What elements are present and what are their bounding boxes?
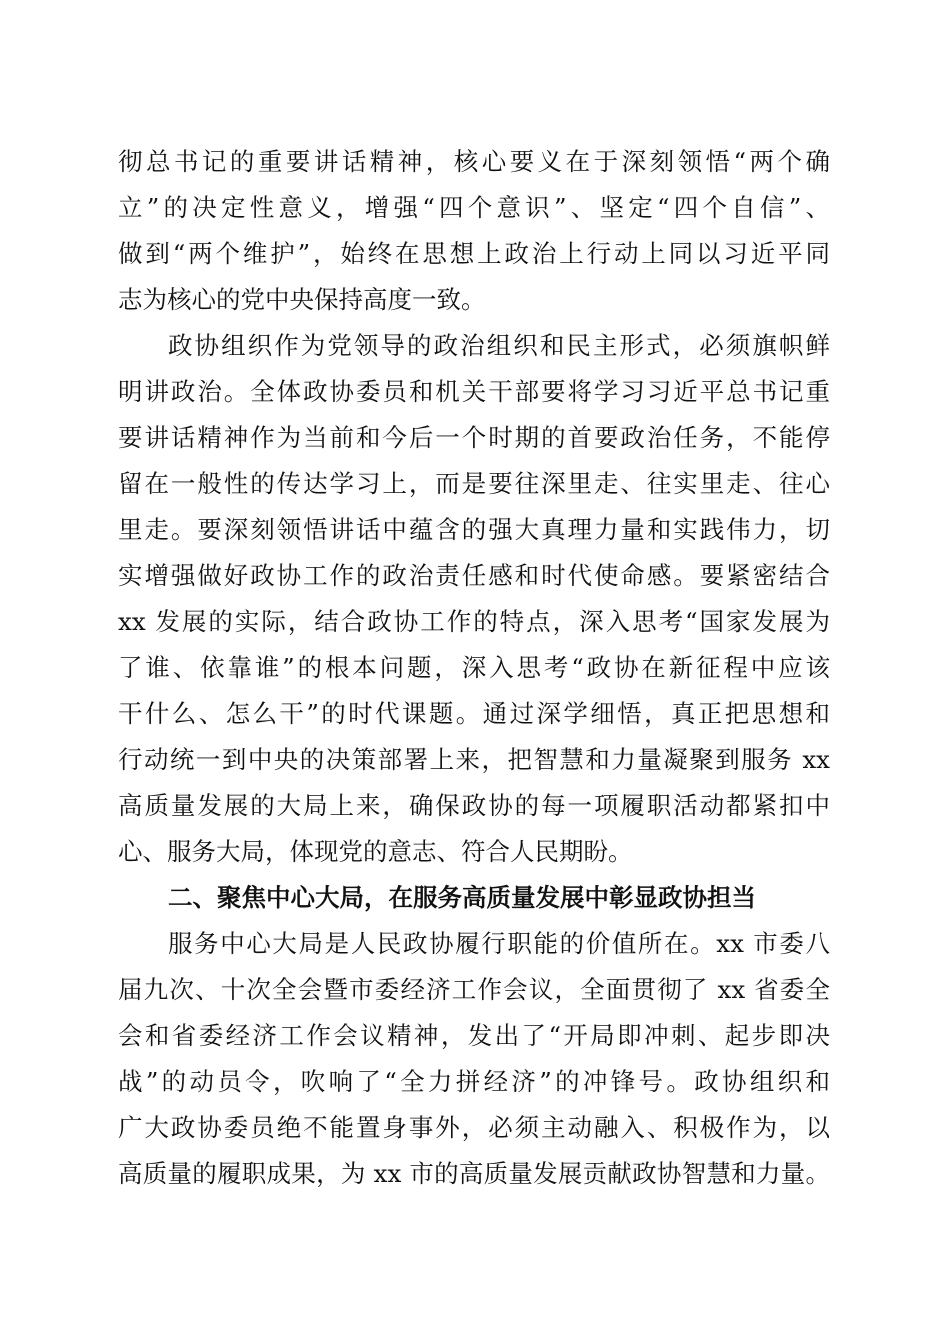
paragraph-2-line-3: 要讲话精神作为当前和今后一个时期的首要政治任务，不能停 [118,423,830,452]
paragraph-2-line-1: 政协组织作为党领导的政治组织和民主形式，必须旗帜鲜 [168,331,830,360]
paragraph-2-line-9: 干什么、怎么干”的时代课题。通过深学细悟，真正把思想和 [118,699,830,728]
paragraph-2-line-7: xx 发展的实际，结合政协工作的特点，深入思考“国家发展为 [118,607,830,636]
paragraph-3-line-5: 广大政协委员绝不能置身事外，必须主动融入、积极作为，以 [118,1113,830,1142]
paragraph-1-line-4: 志为核心的党中央保持高度一致。 [118,285,486,314]
paragraph-1-line-1: 彻总书记的重要讲话精神，核心要义在于深刻领悟“两个确 [118,147,830,176]
paragraph-2-line-4: 留在一般性的传达学习上，而是要往深里走、往实里走、往心 [118,469,830,498]
paragraph-2-line-8: 了谁、依靠谁”的根本问题，深入思考“政协在新征程中应该 [118,653,830,682]
paragraph-3-line-6: 高质量的履职成果，为 xx 市的高质量发展贡献政协智慧和力量。 [118,1159,830,1188]
paragraph-1-line-3: 做到“两个维护”，始终在思想上政治上行动上同以习近平同 [118,239,830,268]
paragraph-2-line-10: 行动统一到中央的决策部署上来，把智慧和力量凝聚到服务 xx [118,745,830,774]
paragraph-2-line-2: 明讲政治。全体政协委员和机关干部要将学习习近平总书记重 [118,377,830,406]
section-heading-2: 二、聚焦中心大局，在服务高质量发展中彰显政协担当 [168,883,756,912]
paragraph-3-line-4: 战”的动员令，吹响了“全力拼经济”的冲锋号。政协组织和 [118,1067,830,1096]
paragraph-1-line-2: 立”的决定性意义，增强“四个意识”、坚定“四个自信”、 [118,193,830,222]
paragraph-3-line-3: 会和省委经济工作会议精神，发出了“开局即冲刺、起步即决 [118,1021,830,1050]
paragraph-3-line-2: 届九次、十次全会暨市委经济工作会议，全面贯彻了 xx 省委全 [118,975,830,1004]
paragraph-2-line-12: 心、服务大局，体现党的意志、符合人民期盼。 [118,837,633,866]
paragraph-2-line-5: 里走。要深刻领悟讲话中蕴含的强大真理力量和实践伟力，切 [118,515,830,544]
paragraph-2-line-11: 高质量发展的大局上来，确保政协的每一项履职活动都紧扣中 [118,791,830,820]
paragraph-2-line-6: 实增强做好政协工作的政治责任感和时代使命感。要紧密结合 [118,561,830,590]
paragraph-3-line-1: 服务中心大局是人民政协履行职能的价值所在。xx 市委八 [168,929,830,958]
